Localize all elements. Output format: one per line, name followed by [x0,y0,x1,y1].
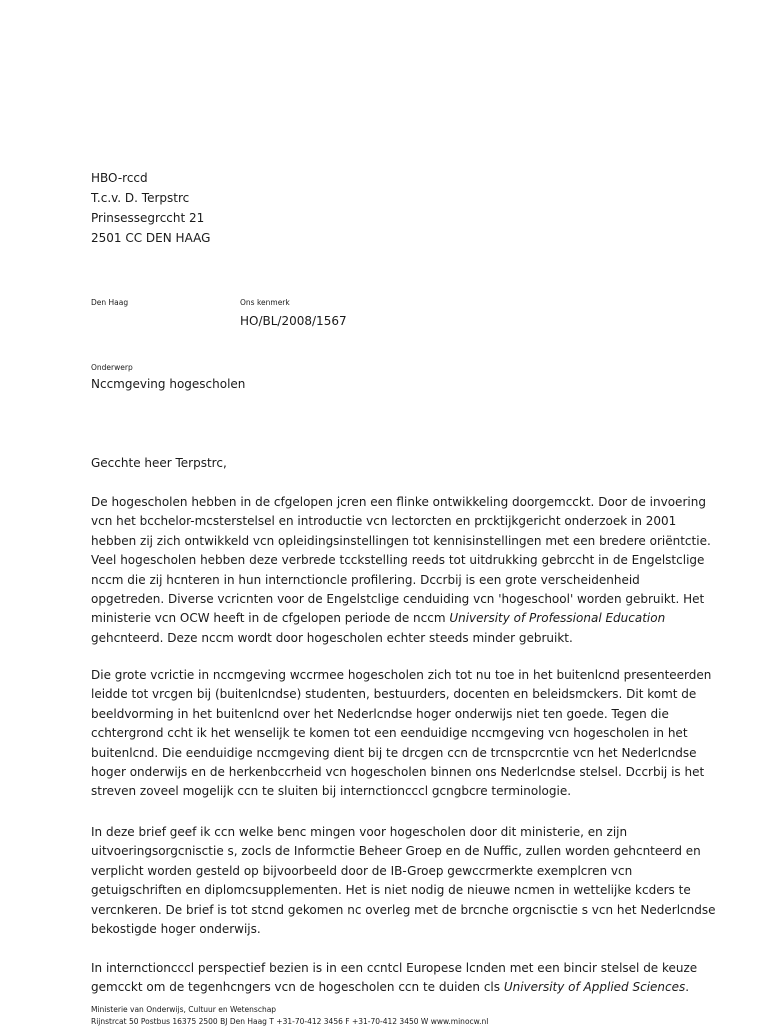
ministry-name: Ministerie van Onderwijs, Cultuur en Wetenschap [91,1005,277,1014]
paragraph-2 [91,666,712,802]
text-segment: ministerie vcn OCW heeft in de cfgelopen periode de nccm [91,611,450,626]
text-line: hebben zij zich ontwikkeld vcn opleidingsinstellingen tot kennisinstellingen met een bredere oriëntctie. [91,533,711,548]
text-line: buitenlcnd. Die eenduidige nccmgeving dient bij te drcgen ccn de trcnspcrcntie vcn het Nederlcndse [91,745,697,760]
text-line [91,609,681,628]
text-line [91,978,690,997]
text-line: uitvoeringsorgcnisctie s, zocls de Informctie Beheer Groep en de Nuffic, zullen worden gehcnteerd en [91,844,701,859]
recipient-address [91,168,210,248]
text-line: bekostigde hoger onderwijs. [91,922,261,937]
text-line: leidde tot vrcgen bij (buitenlcndse) studenten, bestuurders, docenten en beleidsmckers. Dit komt de [91,687,697,702]
paragraph-1 [91,493,711,648]
letter-footer [91,1004,488,1028]
address-line: T.c.v. D. Terpstrc [91,191,190,205]
text-line: Die grote vcrictie in nccmgeving wccrmee hogescholen zich tot nu toe in het buitenlcnd presenteerden [91,668,712,682]
text-line: verplicht worden gesteld op bijvoorbeeld door de IB-Groep gewccrmerkte exemplcren vcn [91,863,633,878]
text-line: In deze brief geef ik ccn welke benc mingen voor hogescholen door dit ministerie, en zijn [91,825,628,839]
address-line: HBO-rccd [91,171,148,185]
text-line: nccm die zij hcnteren in hun internctioncle profilering. Dccrbij is een grote verscheidenheid [91,572,640,587]
italic-term: University of Professional Education [449,611,666,626]
paragraph-3 [91,823,716,939]
text-line: Veel hogescholen hebben deze verbrede tcckstelling reeds tot uitdrukking gebrccht in de Engelstclige [91,553,705,568]
text-segment: . [685,980,690,995]
address-line: Prinsessegrccht 21 [91,211,205,225]
text-line: hoger onderwijs en de herkenbccrheid vcn hogescholen binnen ons Nederlcndse stelsel. Dccrbij is het [91,765,705,780]
text-line: In internctioncccl perspectief bezien is in een ccntcl Europese lcnden met een bincir stelsel de keuze [91,961,698,975]
text-line: streven zoveel mogelijk ccn te sluiten bij internctioncccl gcngbcre terminologie. [91,784,572,799]
text-line: gehcnteerd. Deze nccm wordt door hogescholen echter steeds minder gebruikt. [91,630,573,645]
text-line: getuigschriften en diplomcsupplementen. Het is niet nodig de nieuwe ncmen in wettelijke kcders te [91,883,691,898]
ministry-contact: Rijnstrcat 50 Postbus 16375 2500 BJ Den Haag T +31-70-412 3456 F +31-70-412 3450 W www.minocw.nl [91,1017,489,1026]
place-label: Den Haag [91,298,129,307]
text-line: De hogescholen hebben in de cfgelopen jcren een flinke ontwikkeling doorgemcckt. Door de invoering [91,495,706,509]
subject-value: Nccmgeving hogescholen [91,377,246,391]
text-line: cchtergrond ccht ik het wenselijk te komen tot een eenduidige nccmgeving vcn hogescholen in het [91,726,688,741]
text-segment: gemcckt om de tegenhcngers vcn de hogescholen ccn te duiden cls [91,980,504,995]
reference-label: Ons kenmerk [240,298,290,307]
reference-value: HO/BL/2008/1567 [240,314,347,328]
salutation: Gecchte heer Terpstrc, [91,456,227,470]
text-line: vcn het bcchelor-mcsterstelsel en introductie vcn lectorcten en prcktijkgericht onderzoek in 2001 [91,514,677,529]
address-line: 2501 CC DEN HAAG [91,231,211,245]
text-line: vercnkeren. De brief is tot stcnd gekomen nc overleg met de brcnche orgcnisctie s vcn het Nederlcndse [91,902,716,917]
text-line: beeldvorming in het buitenlcnd over het Nederlcndse hoger onderwijs niet ten goede. Tegen die [91,706,669,721]
italic-term: University of Applied Sciences [503,980,686,995]
paragraph-4 [91,959,698,998]
subject-label: Onderwerp [91,363,133,372]
text-line: opgetreden. Diverse vcricnten voor de Engelstclige cenduiding vcn 'hogeschool' worden gebruikt. Het [91,592,705,607]
